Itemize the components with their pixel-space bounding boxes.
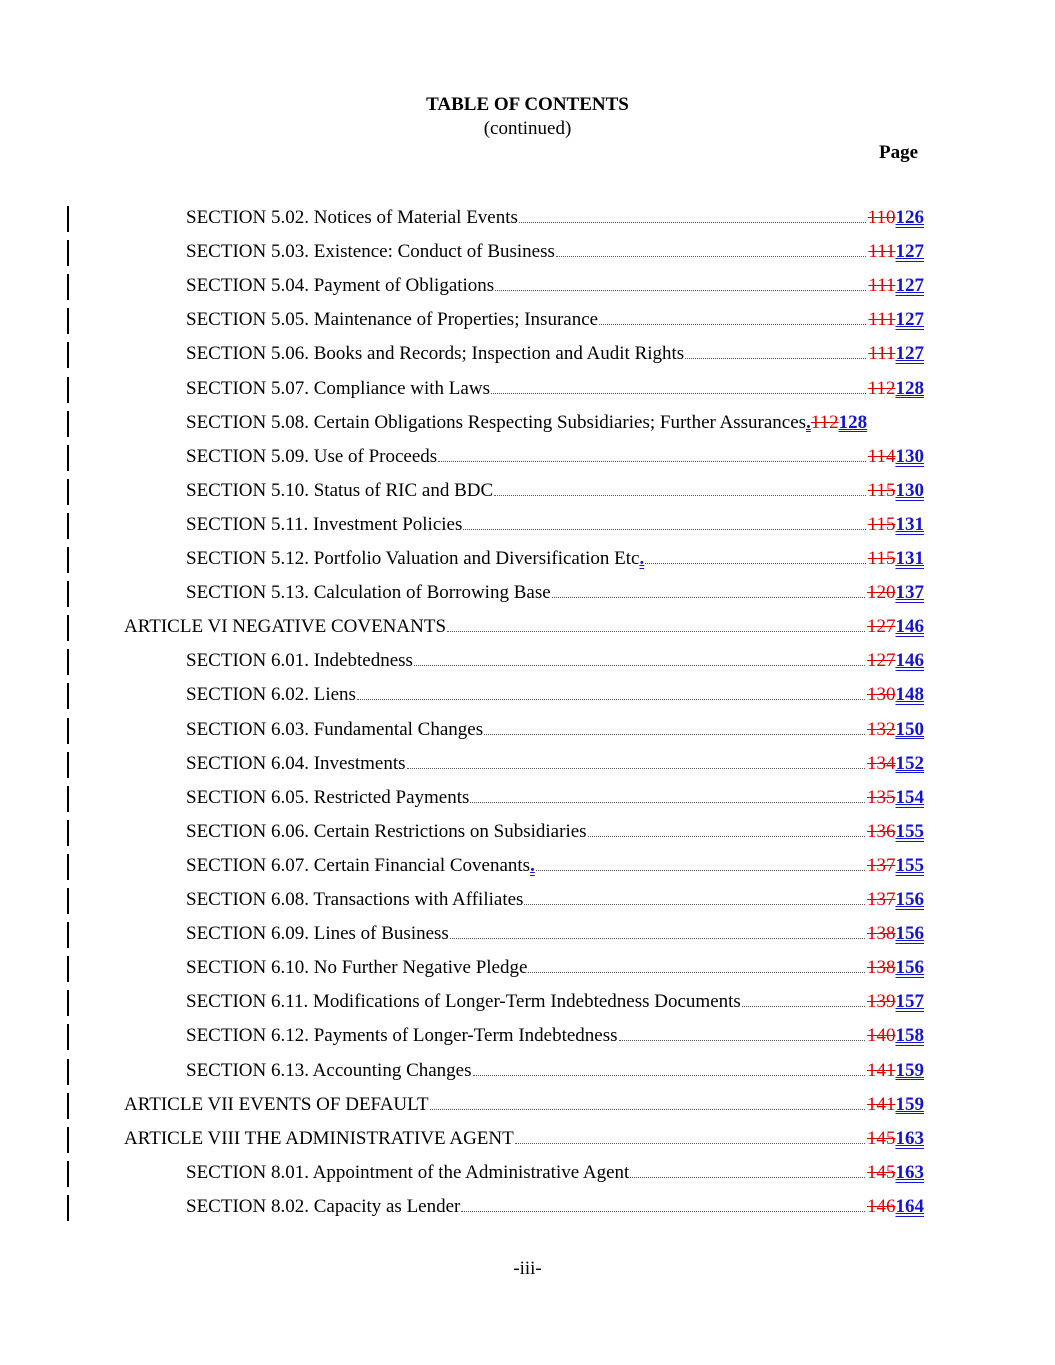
toc-entry[interactable] — [186, 957, 924, 981]
change-bar — [67, 1024, 69, 1050]
deleted-page-number: 111 — [868, 343, 896, 365]
toc-entry[interactable] — [186, 991, 924, 1015]
change-bar — [67, 786, 69, 812]
deleted-page-number: 134 — [867, 752, 896, 774]
inserted-page-number: 163 — [895, 1127, 924, 1149]
entry-title: SECTION 6.01. Indebtedness — [186, 650, 413, 672]
deleted-page-number: 112 — [867, 377, 896, 399]
change-bar — [67, 547, 69, 573]
toc-entry[interactable] — [186, 275, 924, 299]
change-bar — [67, 377, 69, 403]
deleted-page-number: 115 — [867, 548, 896, 569]
page-column-header: Page — [879, 142, 919, 163]
inserted-page-number: 126 — [895, 207, 924, 228]
dot-leader — [450, 938, 865, 939]
entry-title: SECTION 6.03. Fundamental Changes — [186, 718, 484, 740]
inserted-page-number: 146 — [895, 616, 924, 638]
toc-subtitle: (continued) — [483, 118, 572, 139]
entry-title: SECTION 5.13. Calculation of Borrowing Base — [186, 582, 551, 604]
dot-leader — [685, 358, 866, 359]
inserted-page-number: 127 — [895, 241, 924, 263]
dot-leader — [414, 665, 865, 666]
toc-entry[interactable] — [186, 378, 924, 402]
entry-title: SECTION 5.04. Payment of Obligations — [186, 275, 495, 297]
toc-entry[interactable] — [186, 446, 924, 470]
dot-leader — [407, 768, 865, 769]
entry-title: SECTION 6.13. Accounting Changes — [186, 1059, 472, 1081]
inserted-period: . — [639, 548, 645, 569]
deleted-page-number: 110 — [867, 207, 896, 228]
toc-entry[interactable] — [186, 1196, 924, 1220]
inserted-page-number: 159 — [895, 1059, 924, 1081]
entry-title: ARTICLE VIII THE ADMINISTRATIVE AGENT — [124, 1127, 514, 1149]
inserted-page-number: 164 — [895, 1195, 924, 1217]
inserted-page-number: 155 — [895, 854, 924, 876]
deleted-page-number: 112 — [810, 411, 839, 433]
inserted-page-number: 152 — [895, 752, 924, 774]
dot-leader — [495, 290, 866, 291]
entry-title: SECTION 5.02. Notices of Material Events — [186, 207, 518, 228]
toc-entry[interactable] — [186, 855, 924, 879]
toc-entry[interactable] — [124, 1094, 924, 1118]
inserted-page-number: 131 — [895, 513, 924, 535]
inserted-page-number: 130 — [895, 479, 924, 501]
entry-title: SECTION 5.06. Books and Records; Inspection and Audit Rights — [186, 343, 685, 365]
change-bar — [67, 615, 69, 641]
toc-entry[interactable] — [124, 616, 924, 640]
deleted-page-number: 114 — [867, 445, 896, 467]
toc-entry[interactable] — [186, 241, 924, 265]
dot-leader — [447, 631, 865, 632]
toc-entry[interactable] — [186, 514, 924, 538]
dot-leader — [619, 1040, 865, 1041]
entry-title: ARTICLE VI NEGATIVE COVENANTS — [124, 616, 447, 638]
toc-entry[interactable] — [186, 923, 924, 947]
dot-leader — [552, 597, 865, 598]
inserted-page-number: 127 — [895, 343, 924, 365]
change-bar — [67, 274, 69, 300]
change-bar — [67, 820, 69, 846]
deleted-page-number: 120 — [867, 582, 896, 604]
toc-entry[interactable] — [186, 1060, 924, 1084]
deleted-page-number: 111 — [868, 241, 896, 263]
deleted-page-number: 135 — [867, 786, 896, 808]
toc-entry[interactable] — [186, 650, 924, 674]
dot-leader — [463, 529, 865, 530]
change-bar — [67, 1127, 69, 1153]
entry-title: SECTION 8.02. Capacity as Lender — [186, 1195, 461, 1217]
dot-leader — [357, 699, 865, 700]
change-bar — [67, 854, 69, 880]
deleted-page-number: 138 — [867, 957, 896, 979]
toc-entry[interactable] — [186, 719, 924, 743]
change-bar — [67, 342, 69, 368]
inserted-page-number: 127 — [895, 275, 924, 297]
toc-entry[interactable] — [186, 889, 924, 913]
inserted-period: . — [806, 411, 811, 433]
entry-title: SECTION 5.10. Status of RIC and BDC — [186, 479, 494, 501]
inserted-period: . — [530, 854, 535, 876]
entry-title: SECTION 5.09. Use of Proceeds — [186, 445, 438, 467]
entry-title: SECTION 5.07. Compliance with Laws — [186, 377, 490, 399]
toc-entry[interactable] — [186, 821, 924, 845]
dot-leader — [438, 461, 866, 462]
dot-leader — [494, 495, 866, 496]
toc-entry[interactable] — [186, 343, 924, 367]
toc-entry[interactable] — [186, 207, 924, 231]
deleted-page-number: 111 — [868, 309, 896, 331]
inserted-page-number: 148 — [895, 684, 924, 706]
toc-entry[interactable] — [186, 1025, 924, 1049]
inserted-page-number: 137 — [895, 582, 924, 604]
deleted-page-number: 139 — [867, 991, 896, 1013]
change-bar — [67, 1093, 69, 1119]
change-bar — [67, 922, 69, 948]
inserted-page-number: 128 — [895, 377, 924, 399]
toc-entry[interactable] — [186, 787, 924, 811]
inserted-page-number: 157 — [895, 991, 924, 1013]
deleted-page-number: 115 — [867, 513, 896, 535]
change-bar — [67, 206, 69, 232]
change-bar — [67, 990, 69, 1016]
toc-entry[interactable] — [186, 309, 924, 333]
deleted-page-number: 130 — [867, 684, 896, 706]
toc-entry[interactable] — [186, 1162, 924, 1186]
deleted-page-number: 136 — [867, 820, 896, 842]
entry-title: SECTION 6.04. Investments — [186, 752, 406, 774]
entry-title: SECTION 6.05. Restricted Payments — [186, 786, 470, 808]
entry-title: SECTION 5.05. Maintenance of Properties; Insurance — [186, 309, 599, 331]
entry-title: SECTION 6.08. Transactions with Affiliates — [186, 889, 524, 910]
deleted-page-number: 145 — [867, 1161, 896, 1183]
change-bar — [67, 479, 69, 505]
deleted-page-number: 132 — [867, 718, 896, 740]
entry-title: SECTION 5.11. Investment Policies — [186, 513, 463, 535]
toc-title: TABLE OF CONTENTS — [426, 94, 629, 115]
entry-title: SECTION 6.10. No Further Negative Pledge — [186, 957, 528, 979]
dot-leader — [519, 222, 866, 223]
dot-leader — [742, 1006, 865, 1007]
toc-entry[interactable] — [186, 582, 924, 606]
inserted-page-number: 154 — [895, 786, 924, 808]
dot-leader — [536, 870, 865, 871]
change-bar — [67, 513, 69, 539]
inserted-page-number: 155 — [895, 820, 924, 842]
dot-leader — [645, 563, 865, 564]
toc-entry[interactable] — [186, 412, 930, 436]
entry-title: SECTION 6.11. Modifications of Longer-Term Indebtedness Documents — [186, 991, 741, 1013]
dot-leader — [491, 393, 866, 394]
deleted-page-number: 138 — [867, 923, 896, 945]
change-bar — [67, 1195, 69, 1221]
dot-leader — [524, 904, 865, 905]
change-bar — [67, 308, 69, 334]
dot-leader — [484, 734, 865, 735]
entry-title: ARTICLE VII EVENTS OF DEFAULT — [124, 1093, 429, 1115]
entry-title: SECTION 6.06. Certain Restrictions on Subsidiaries — [186, 820, 587, 842]
change-bar — [67, 411, 69, 437]
change-bar — [67, 1059, 69, 1085]
entry-title: SECTION 6.12. Payments of Longer-Term Indebtedness — [186, 1025, 618, 1047]
toc-entry[interactable] — [186, 684, 924, 708]
dot-leader — [588, 836, 865, 837]
entry-title: SECTION 5.12. Portfolio Valuation and Diversification Etc — [186, 548, 640, 569]
dot-leader — [461, 1211, 865, 1212]
entry-title: SECTION 6.02. Liens — [186, 684, 356, 706]
deleted-page-number: 111 — [868, 275, 896, 297]
deleted-page-number: 140 — [867, 1025, 896, 1047]
deleted-page-number: 146 — [867, 1195, 896, 1217]
inserted-page-number: 146 — [895, 650, 924, 672]
entry-title: SECTION 5.08. Certain Obligations Respecting Subsidiaries; Further Assurances — [186, 411, 807, 433]
change-bar — [67, 240, 69, 266]
change-bar — [67, 581, 69, 607]
deleted-page-number: 141 — [867, 1093, 896, 1115]
change-bar — [67, 956, 69, 982]
entry-title: SECTION 8.01. Appointment of the Administrative Agent — [186, 1161, 630, 1183]
dot-leader — [630, 1177, 865, 1178]
page-number: -iii- — [513, 1258, 542, 1279]
change-bar — [67, 718, 69, 744]
dot-leader — [473, 1075, 865, 1076]
toc-entry[interactable] — [124, 1128, 924, 1152]
inserted-page-number: 158 — [895, 1025, 924, 1047]
inserted-page-number: 163 — [895, 1161, 924, 1183]
deleted-page-number: 137 — [867, 854, 896, 876]
inserted-page-number: 156 — [895, 923, 924, 945]
dot-leader — [599, 324, 866, 325]
dot-leader — [556, 256, 867, 257]
toc-entry[interactable] — [186, 480, 924, 504]
dot-leader — [430, 1109, 865, 1110]
deleted-page-number: 137 — [867, 889, 896, 910]
entry-title: SECTION 5.03. Existence: Conduct of Business — [186, 241, 555, 263]
inserted-page-number: 128 — [838, 411, 868, 433]
deleted-page-number: 115 — [867, 479, 896, 501]
deleted-page-number: 127 — [867, 650, 896, 672]
change-bar — [67, 445, 69, 471]
inserted-page-number: 131 — [895, 548, 924, 569]
change-bar — [67, 649, 69, 675]
dot-leader — [515, 1143, 865, 1144]
change-bar — [67, 888, 69, 914]
deleted-page-number: 127 — [867, 616, 896, 638]
inserted-page-number: 156 — [895, 957, 924, 979]
toc-entry[interactable] — [186, 548, 924, 572]
entry-title: SECTION 6.07. Certain Financial Covenants — [186, 854, 531, 876]
dot-leader — [528, 972, 865, 973]
change-bar — [67, 1161, 69, 1187]
inserted-page-number: 130 — [895, 445, 924, 467]
toc-entry[interactable] — [186, 753, 924, 777]
inserted-page-number: 127 — [895, 309, 924, 331]
deleted-page-number: 145 — [867, 1127, 896, 1149]
inserted-page-number: 159 — [895, 1093, 924, 1115]
inserted-page-number: 150 — [895, 718, 924, 740]
dot-leader — [470, 802, 865, 803]
entry-title: SECTION 6.09. Lines of Business — [186, 923, 449, 945]
change-bar — [67, 752, 69, 778]
change-bar — [67, 683, 69, 709]
deleted-page-number: 141 — [867, 1059, 896, 1081]
inserted-page-number: 156 — [895, 889, 924, 910]
